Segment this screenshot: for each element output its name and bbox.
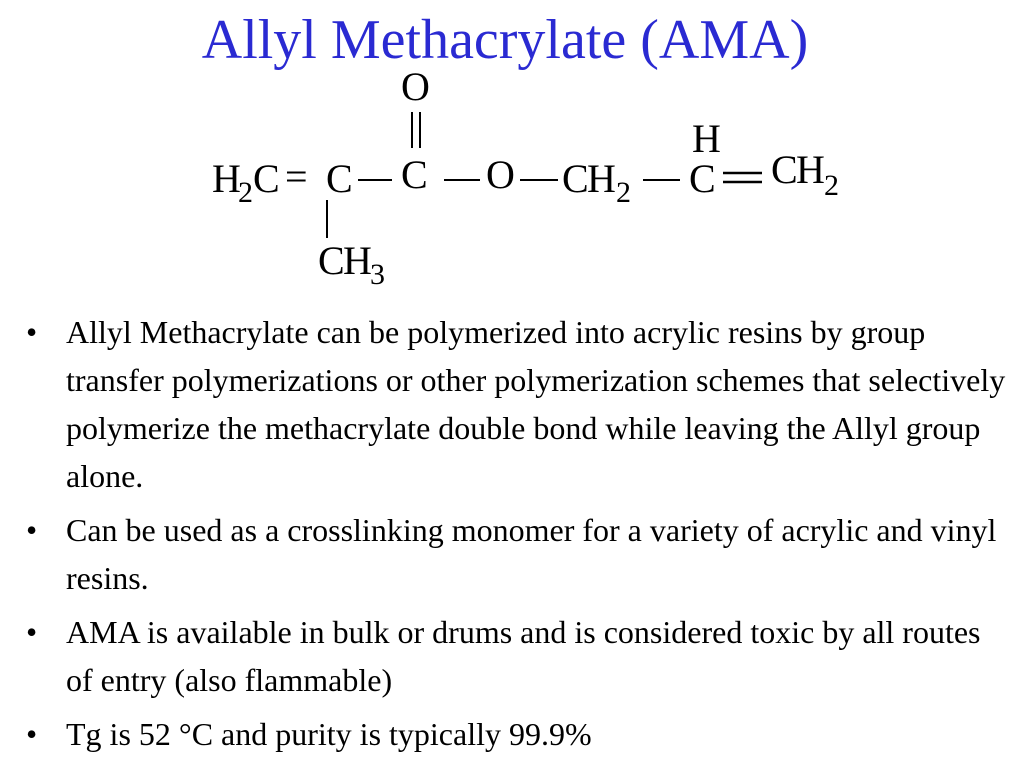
bullet-item bbox=[26, 308, 1006, 500]
atom-methyl-carbon: C bbox=[318, 238, 345, 283]
bullet-item bbox=[26, 506, 1006, 602]
atom-alpha-carbon: C bbox=[326, 156, 353, 201]
atom-h2c-subscript: 2 bbox=[238, 176, 253, 209]
bond-double-equals: = bbox=[285, 154, 308, 199]
atom-ch2-hydrogen: H bbox=[587, 156, 616, 201]
atom-methyl-hydrogen: H bbox=[343, 238, 372, 283]
bullet-marker: • bbox=[26, 614, 38, 650]
bullet-item bbox=[26, 608, 1006, 704]
atom-h2c-hydrogen: H bbox=[212, 156, 241, 201]
bullet-item bbox=[26, 710, 1006, 758]
bullet-text: Tg is 52 °C and purity is typically 99.9% bbox=[66, 716, 592, 752]
atom-carbonyl-carbon: C bbox=[401, 152, 428, 197]
bullet-text: Can be used as a crosslinking monomer for a variety of acrylic and vinyl resins. bbox=[66, 512, 997, 596]
bullet-marker: • bbox=[26, 716, 38, 752]
atom-ester-oxygen: O bbox=[486, 152, 515, 197]
atom-terminal-hydrogen: H bbox=[796, 147, 825, 192]
atom-vinyl-hydrogen: H bbox=[692, 116, 721, 161]
bullet-text: AMA is available in bulk or drums and is considered toxic by all routes of entry (also flammable) bbox=[66, 614, 981, 698]
bullet-text: Allyl Methacrylate can be polymerized into acrylic resins by group transfer polymerizations or other polymerization schemes that selectively polymerize the methacrylate double bond while leaving the Allyl group alone. bbox=[66, 314, 1006, 494]
bullet-list bbox=[26, 308, 1006, 764]
atom-vinyl-carbon: C bbox=[689, 156, 716, 201]
atom-ch2-subscript: 2 bbox=[616, 176, 631, 209]
bullet-marker: • bbox=[26, 314, 38, 350]
atom-ch2-carbon: C bbox=[562, 156, 589, 201]
atom-terminal-subscript: 2 bbox=[824, 169, 839, 202]
atom-h2c-carbon: C bbox=[253, 156, 280, 201]
atom-methyl-subscript: 3 bbox=[370, 258, 385, 291]
atom-carbonyl-oxygen: O bbox=[401, 64, 430, 109]
slide-title: Allyl Methacrylate (AMA) bbox=[201, 9, 809, 71]
chemical-structure bbox=[0, 0, 1024, 300]
bullet-marker: • bbox=[26, 512, 38, 548]
atom-terminal-carbon: C bbox=[771, 147, 798, 192]
